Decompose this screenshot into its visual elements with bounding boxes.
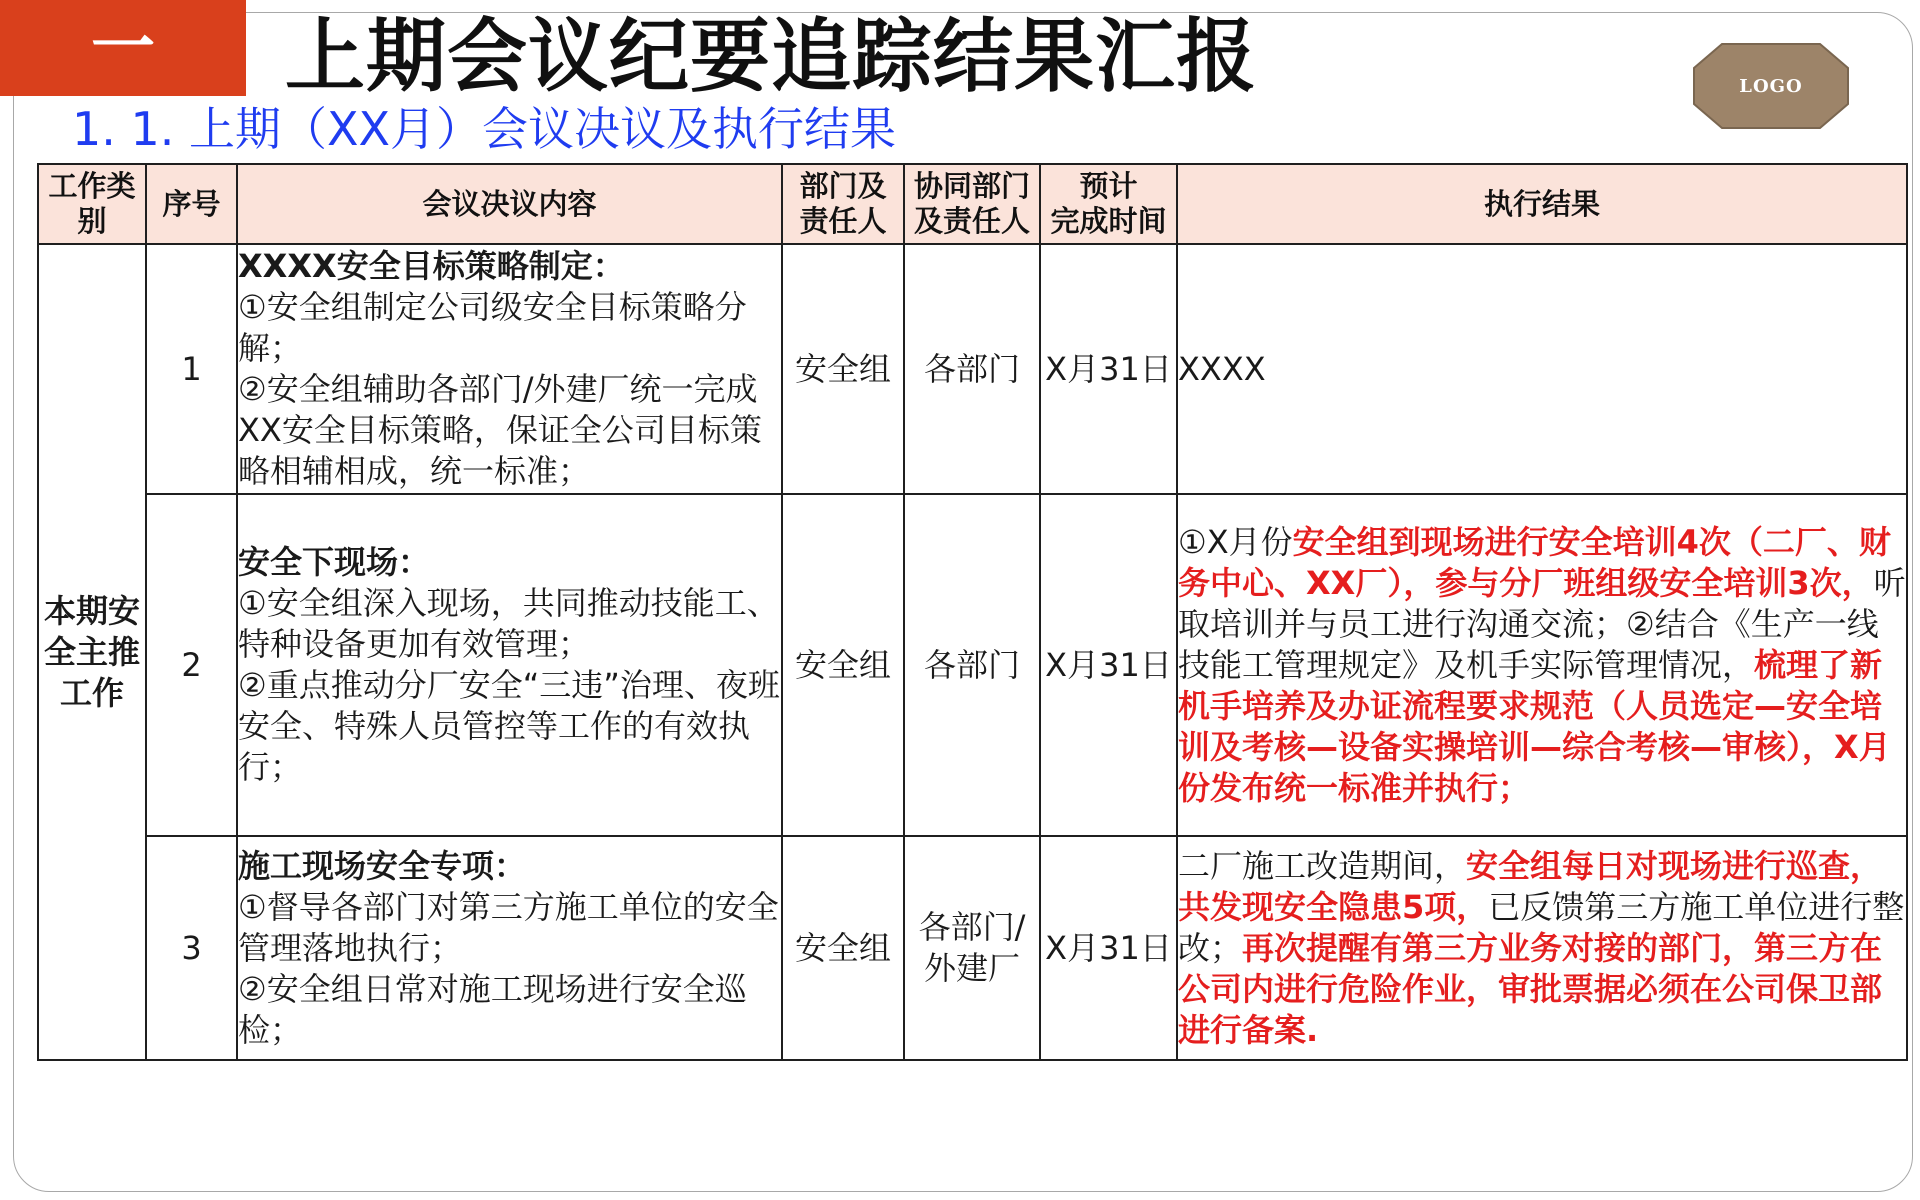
section-number: 一 (91, 11, 155, 85)
result-cell (1177, 244, 1907, 494)
due-cell: X月31日 (1040, 244, 1177, 494)
dept-cell: 安全组 (782, 836, 904, 1060)
header-due-line2: 完成时间 (1050, 204, 1167, 238)
result-highlight: 梳理了新机手培养及办证流程要求规范（人员选定—安全培训及考核—设备实操培训—综合考核—审核），X月份发布统一标准并执行； (1178, 645, 1891, 807)
logo (1692, 42, 1850, 130)
content-line: ②重点推动分厂安全“三违”治理、夜班安全、特殊人员管控等工作的有效执行； (238, 666, 780, 786)
header-content: 会议决议内容 (237, 164, 782, 244)
header-dept-line1: 部门及 (799, 169, 887, 203)
table-row (38, 836, 1907, 1060)
due-cell: X月31日 (1040, 494, 1177, 836)
content-cell (237, 494, 782, 836)
seq-cell: 1 (146, 244, 237, 494)
content-line: ①安全组深入现场，共同推动技能工、特种设备更加有效管理； (238, 584, 779, 663)
result-highlight: 安全组每日对现场进行巡查，共发现安全隐患5项， (1178, 846, 1883, 926)
result-highlight: 安全组到现场进行安全培训4次（二厂、财务中心、XX厂），参与分厂班组级安全培训3次， (1178, 522, 1891, 602)
coop-cell: 各部门/外建厂 (904, 836, 1040, 1060)
table-row (38, 494, 1907, 836)
header-due (1040, 164, 1177, 244)
content-cell (237, 244, 782, 494)
coop-cell: 各部门 (904, 244, 1040, 494)
due-cell: X月31日 (1040, 836, 1177, 1060)
table-row (38, 244, 1907, 494)
header-coop-line1: 协同部门 (913, 169, 1030, 203)
content-cell (237, 836, 782, 1060)
content-line: ②安全组日常对施工现场进行安全巡检； (238, 969, 747, 1049)
header-coop-line2: 及责任人 (913, 204, 1030, 238)
header-category: 工作类别 (38, 164, 146, 244)
header-result: 执行结果 (1177, 164, 1907, 244)
result-cell (1177, 494, 1907, 836)
coop-cell: 各部门 (904, 494, 1040, 836)
content-line: ①安全组制定公司级安全目标策略分解； (238, 288, 747, 367)
result-text: XXXX (1178, 349, 1266, 388)
content-title: 施工现场安全专项： (238, 846, 527, 885)
table-header-row (38, 164, 1907, 244)
content-line: ①督导各部门对第三方施工单位的安全管理落地执行； (238, 887, 779, 967)
seq-cell: 2 (146, 494, 237, 836)
page-title: 上期会议纪要追踪结果汇报 (285, 10, 1257, 103)
resolutions-table (37, 163, 1908, 1061)
section-number-badge (0, 0, 246, 96)
dept-cell: 安全组 (782, 244, 904, 494)
dept-cell: 安全组 (782, 494, 904, 836)
content-title: XXXX安全目标策略制定： (238, 247, 625, 285)
header-due-line1: 预计 (1079, 169, 1138, 203)
logo-text: LOGO (1739, 75, 1803, 97)
page-subtitle: 1. 1. 上期（XX月）会议决议及执行结果 (72, 102, 897, 156)
result-cell (1177, 836, 1907, 1060)
header-seq: 序号 (146, 164, 237, 244)
result-text: 听取培训并与员工进行沟通交流；②结合《生产一线技能工管理规定》及机手实际管理情况， (1178, 563, 1906, 684)
content-line: ②安全组辅助各部门/外建厂统一完成XX安全目标策略，保证全公司目标策略相辅相成，统一标准； (238, 370, 762, 490)
header-dept (782, 164, 904, 244)
result-text: ①X月份 (1178, 522, 1293, 561)
result-text: 二厂施工改造期间， (1178, 846, 1467, 885)
header-dept-line2: 责任人 (799, 204, 887, 238)
result-highlight: 再次提醒有第三方业务对接的部门，第三方在公司内进行危险作业，审批票据必须在公司保卫部进行备案. (1178, 928, 1883, 1049)
result-text: 已反馈第三方施工单位进行整改； (1178, 887, 1905, 967)
seq-cell: 3 (146, 836, 237, 1060)
content-title: 安全下现场： (238, 543, 431, 581)
category-cell: 本期安全主推工作 (38, 244, 146, 1060)
header-coop (904, 164, 1040, 244)
